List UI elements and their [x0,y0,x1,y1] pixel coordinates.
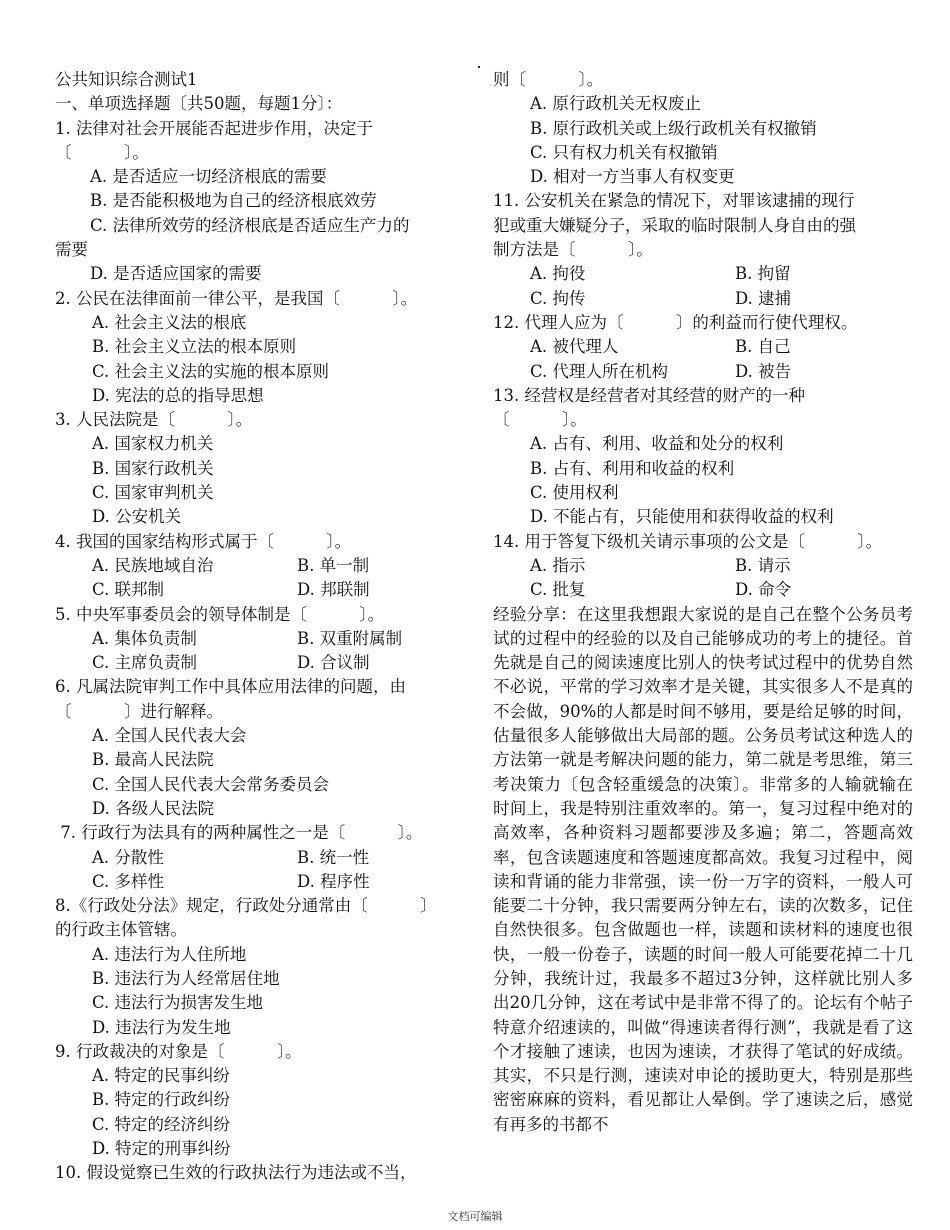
option-text: B. 双重附属制 [297,628,403,648]
document-title: 公共知识综合测试1 [55,70,198,89]
option-line: B. 占有、利用和收益的权利 [530,458,735,478]
question-line: 需要 [55,240,88,260]
experience-paragraph: 经验分享：在这里我想跟大家说的是自己在整个公务员考试的过程中的经验的以及自己能够成功的考上的捷径。首先就是自己的阅读速度比别人的快考试过程中的优势自然不必说，平常的学习效率才是关键，其实很多人不是真的不会做，90%的人都是时间不够用，要是给足够的时间，估量很多人能够做出大局部的题。公务员考试这种选人的方法第一就是考解决问题的能力，第二就是考思维，第三考决策力〔包含轻重缓急的决策〕。非常多的人输就输在时间上，我是特别注重效率的。第一，复习过程中绝对的高效率，各种资料习题都要涉及多遍；第二，答题高效率，包含读题速度和答题速度都高效。我复习过程中，阅读和背诵的能力非常强，读一份一万字的资料，一般人可能要二十分钟，我只需要两分钟左右，读的次数多，记住自然快很多。包含做题也一样，读题和读材料的速度也很快，一般一份卷子，读题的时间一般人可能要花掉二十几分钟，我统计过，我最多不超过3分钟，这样就比别人多出20几分钟，这在考试中是非常不得了的。论坛有个帖子特意介绍速读的，叫做“得速读者得行测”，我就是看了这个才接触了速读，也因为速读，才获得了笔试的好成绩。其实，不只是行测，速读对申论的援助更大，特别是那些密密麻麻的资料，看见都让人晕倒。学了速读之后，感觉有再多的书都不 [493,604,913,1134]
left-column [55,68,470,1186]
question-line: 8.《行政处分法》规定，行政处分通常由〔 〕 [55,896,437,916]
option-line: C. 全国人民代表大会常务委员会 [92,774,330,794]
option-line: B. 是否能积极地为自己的经济根底效劳 [90,191,377,211]
option-line: B. 社会主义立法的根本原则 [92,337,297,357]
question-line: 4. 我国的国家结构形式属于〔 〕。 [55,531,352,551]
option-line: B. 违法行为人经常居住地 [92,968,280,988]
question-line: 13. 经营权是经营者对其经营的财产的一种 [493,385,805,405]
option-line: D. 特定的刑事纠纷 [92,1139,231,1159]
option-pair-line [55,554,470,578]
question-line: 制方法是〔 〕。 [493,240,653,260]
option-pair-line [493,360,913,384]
option-text: C. 多样性 [92,871,165,891]
option-line: A. 是否适应一切经济根底的需要 [90,167,327,187]
option-text: A. 分散性 [92,847,164,867]
option-line: B. 原行政机关或上级行政机关有权撤销 [530,118,817,138]
stray-mark [478,66,480,68]
option-pair-line [55,846,470,870]
question-line: 5. 中央军事委员会的领导体制是〔 〕。 [55,604,385,624]
option-line: A. 违法行为人住所地 [92,944,247,964]
question-line: 12. 代理人应为〔 〕的利益而行使代理权。 [493,312,858,332]
option-pair-line [55,651,470,675]
question-line: 则〔 〕。 [493,70,604,89]
option-text: C. 拘传 [530,288,586,308]
option-text: D. 逮捕 [735,288,792,308]
option-pair-line [493,335,913,359]
option-text: D. 命令 [735,580,792,600]
option-line: D. 相对一方当事人有权变更 [530,167,735,187]
option-line: C. 法律所效劳的经济根底是否适应生产力的 [90,215,410,235]
question-line: 14. 用于答复下级机关请示事项的公文是〔 〕。 [493,531,883,551]
question-line: 犯或重大嫌疑分子，采取的临时限制人身自由的强 [493,215,856,235]
option-line: A. 国家权力机关 [92,434,214,454]
option-text: C. 联邦制 [92,580,165,600]
section-heading: 一、单项选择题〔共50题，每题1分〕： [55,94,343,114]
option-line: D. 是否适应国家的需要 [90,264,262,284]
option-line: B. 国家行政机关 [92,458,214,478]
option-line: D. 宪法的总的指导思想 [92,385,264,405]
option-text: B. 统一性 [297,847,370,867]
left-question-list [55,117,470,1186]
option-line: A. 社会主义法的根底 [92,312,247,332]
question-line: 11. 公安机关在紧急的情况下，对罪该逮捕的现行 [493,191,855,211]
question-line: 〔 〕进行解释。 [55,701,223,721]
option-line: C. 只有权力机关有权撤销 [530,142,718,162]
option-text: A. 被代理人 [530,337,619,357]
question-line: 9. 行政裁决的对象是〔 〕。 [55,1041,302,1061]
option-line: D. 违法行为发生地 [92,1017,231,1037]
option-line: C. 特定的经济纠纷 [92,1114,231,1134]
right-column [493,68,913,1137]
option-line: C. 违法行为损害发生地 [92,993,264,1013]
option-text: D. 合议制 [297,653,370,673]
option-text: B. 请示 [735,555,791,575]
option-line: A. 占有、利用、收益和处分的权利 [530,434,784,454]
option-line: C. 国家审判机关 [92,483,214,503]
question-line: 3. 人民法院是〔 〕。 [55,410,253,430]
option-pair-line [493,554,913,578]
option-line: B. 特定的行政纠纷 [92,1090,231,1110]
option-line: A. 特定的民事纠纷 [92,1066,230,1086]
option-pair-line [493,262,913,286]
question-line: 10. 假设觉察已生效的行政执法行为违法或不当， [55,1163,417,1183]
option-text: A. 民族地域自治 [92,555,214,575]
question-line: 2. 公民在法律面前一律公平，是我国〔 〕。 [55,288,418,308]
question-line: 〔 〕。 [493,410,587,430]
option-text: D. 邦联制 [297,580,370,600]
option-line: B. 最高人民法院 [92,750,214,770]
option-text: B. 单一制 [297,555,370,575]
option-text: B. 拘留 [735,264,791,284]
option-line: D. 各级人民法院 [92,798,215,818]
option-line: A. 全国人民代表大会 [92,726,247,746]
option-line: D. 不能占有，只能使用和获得收益的权利 [530,507,834,527]
option-text: D. 被告 [735,361,792,381]
option-line: A. 原行政机关无权废止 [530,94,701,114]
question-line: 6. 凡属法院审判工作中具体应用法律的问题，由 [55,677,406,697]
option-pair-line [55,870,470,894]
option-pair-line [493,578,913,602]
question-line: 1. 法律对社会开展能否起进步作用，决定于 [55,118,373,138]
option-text: A. 拘役 [530,264,586,284]
option-pair-line [493,287,913,311]
option-pair-line [55,578,470,602]
question-line: 的行政主体管辖。 [55,920,187,940]
option-text: C. 批复 [530,580,586,600]
option-text: C. 代理人所在机构 [530,361,669,381]
option-text: A. 集体负责制 [92,628,197,648]
option-text: C. 主席负责制 [92,653,198,673]
question-line: 〔 〕。 [55,142,149,162]
option-line: C. 使用权利 [530,483,619,503]
option-text: D. 程序性 [297,871,370,891]
option-text: B. 自己 [735,337,791,357]
page-footer: 文档可编辑 [447,1210,503,1223]
option-line: D. 公安机关 [92,507,182,527]
option-line: C. 社会主义法的实施的根本原则 [92,361,330,381]
question-line: 7. 行政行为法具有的两种属性之一是〔 〕。 [55,823,423,843]
option-text: A. 指示 [530,555,586,575]
right-question-list [493,68,913,603]
option-pair-line [55,627,470,651]
